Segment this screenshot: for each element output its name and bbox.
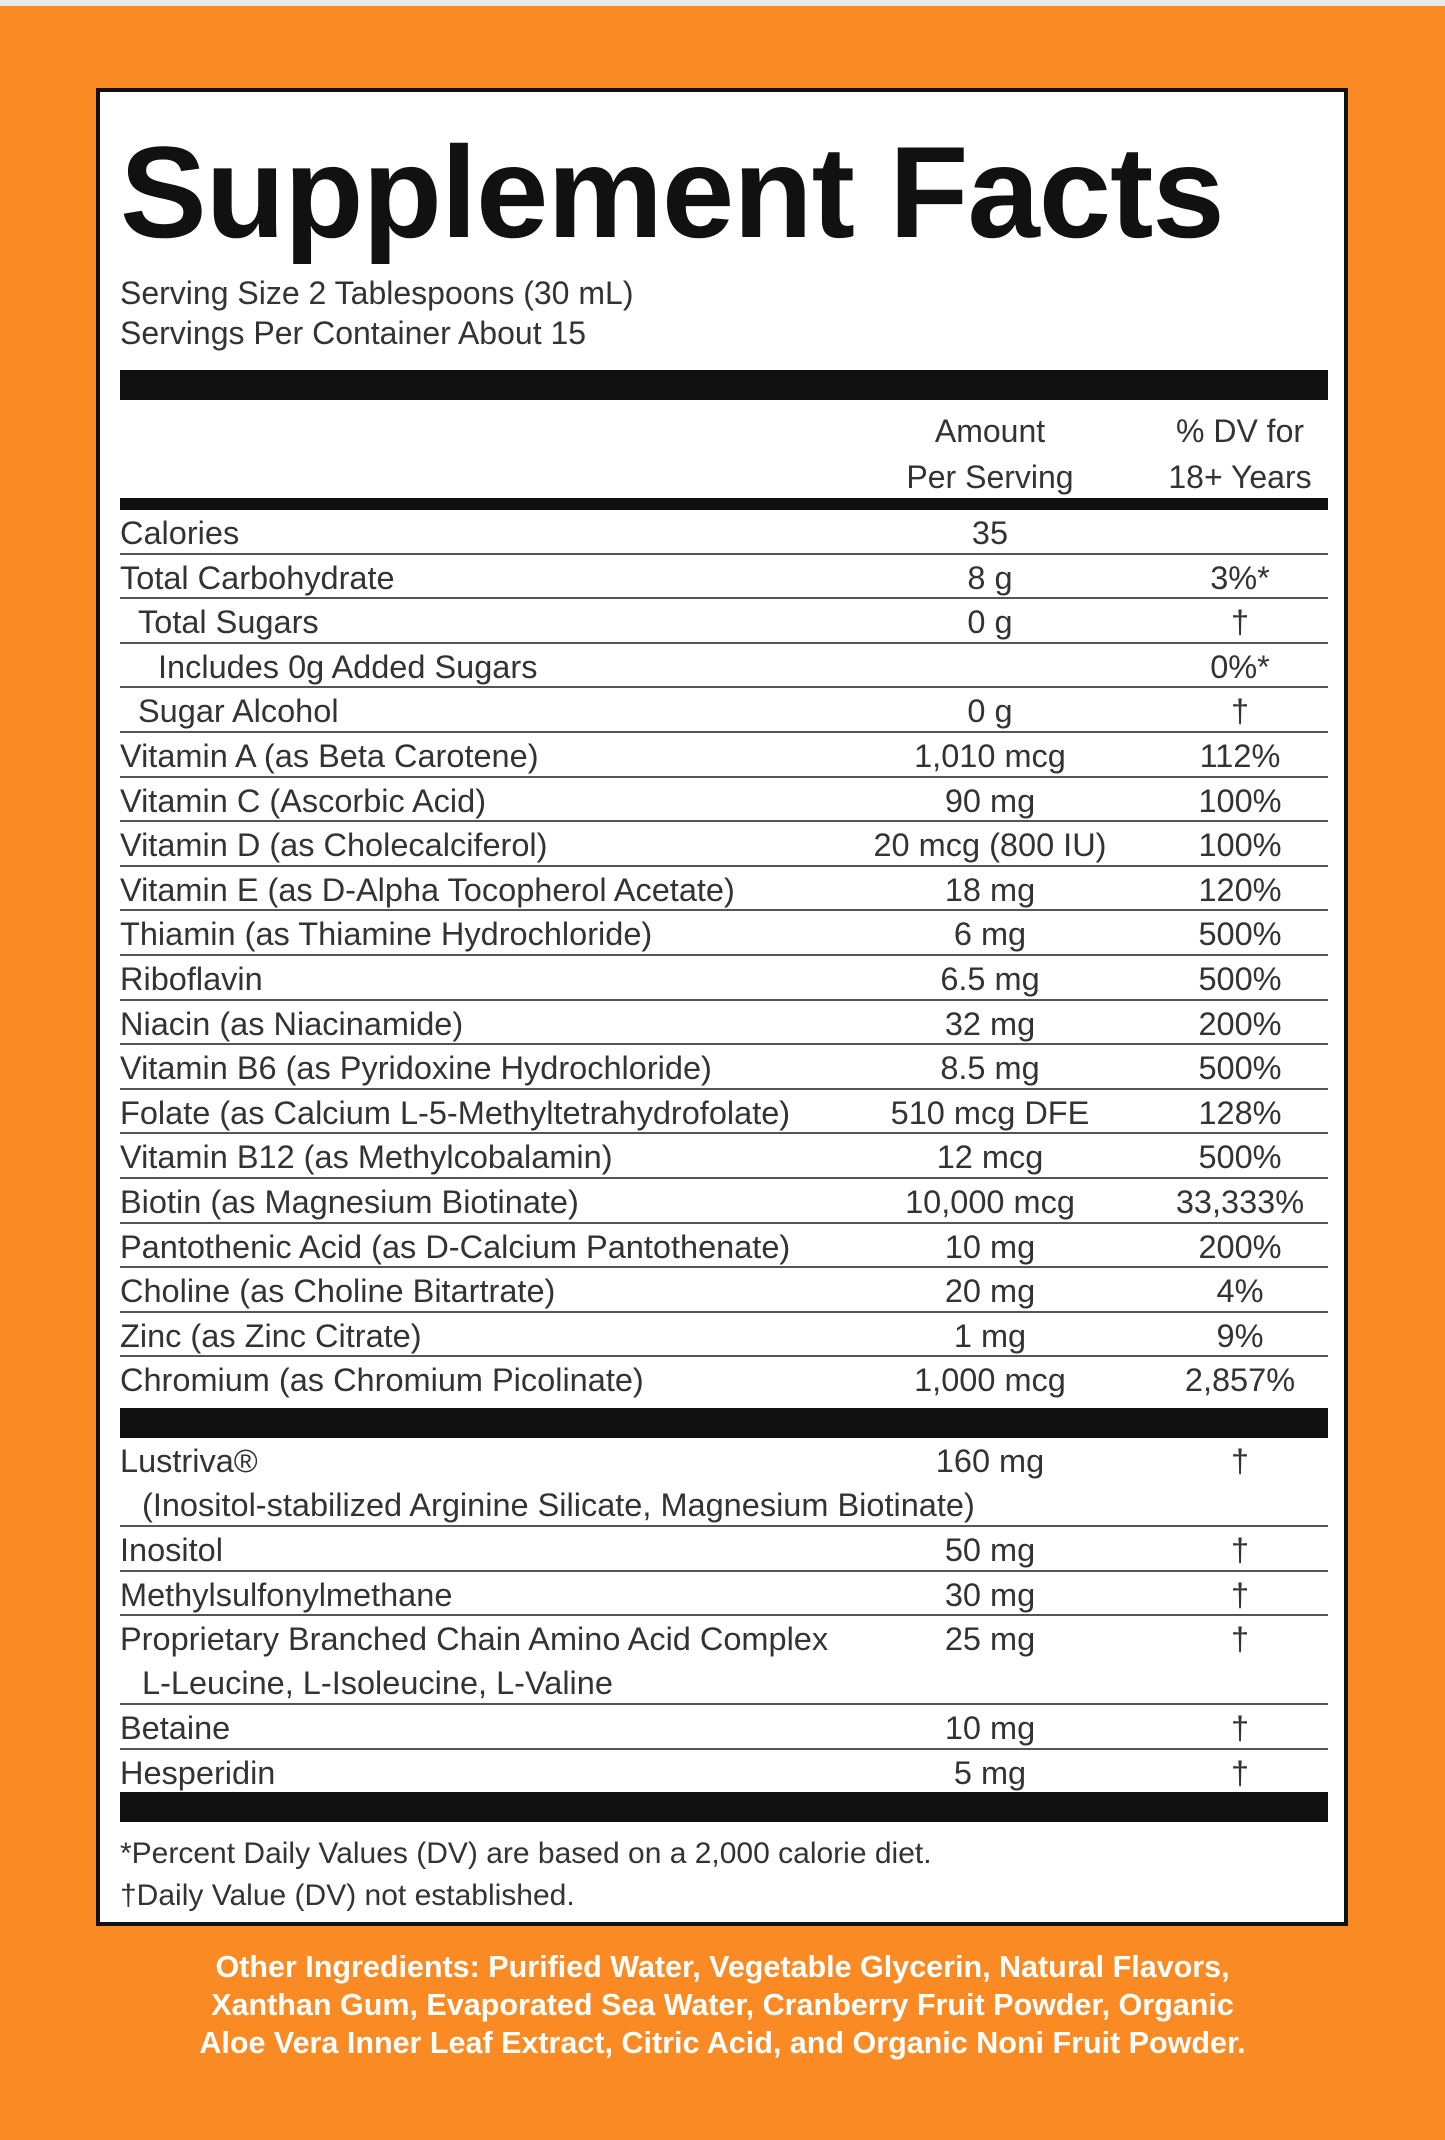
nutrient-row bbox=[120, 688, 1328, 733]
not-established-footnote: †Daily Value (DV) not established. bbox=[120, 1879, 575, 1912]
nutrient-name: Riboflavin bbox=[120, 960, 263, 997]
nutrient-amount: 0 g bbox=[967, 693, 1013, 730]
ingredient-amount: 50 mg bbox=[944, 1532, 1036, 1568]
nutrient-name: Calories bbox=[120, 515, 240, 551]
nutrient-dv: 500% bbox=[1198, 1050, 1282, 1087]
other-ingredients bbox=[0, 1948, 1445, 2062]
nutrient-dv: † bbox=[1230, 693, 1250, 730]
nutrient-amount: 20 mg bbox=[944, 1273, 1036, 1310]
dv-header-line2: 18+ Years bbox=[1168, 459, 1312, 495]
nutrient-amount: 20 mcg (800 IU) bbox=[873, 827, 1107, 864]
ingredient-row bbox=[120, 1438, 1328, 1527]
nutrient-dv: 0%* bbox=[1210, 648, 1270, 685]
ingredient-row bbox=[120, 1705, 1328, 1750]
nutrient-dv: 128% bbox=[1198, 1094, 1282, 1131]
nutrient-name: Niacin (as Niacinamide) bbox=[120, 1005, 464, 1042]
nutrient-row bbox=[120, 1001, 1328, 1046]
nutrient-row bbox=[120, 1357, 1328, 1402]
nutrient-amount: 10,000 mcg bbox=[905, 1183, 1075, 1220]
nutrient-name: Folate (as Calcium L-5-Methyltetrahydrofolate) bbox=[120, 1094, 791, 1131]
nutrient-name: Biotin (as Magnesium Biotinate) bbox=[120, 1183, 579, 1220]
amount-column-header bbox=[860, 408, 1120, 500]
other-ingredients-table bbox=[120, 1438, 1328, 1794]
nutrient-dv: 200% bbox=[1198, 1228, 1282, 1265]
nutrient-amount: 1 mg bbox=[953, 1317, 1027, 1354]
nutrient-dv: 120% bbox=[1198, 871, 1282, 908]
nutrient-amount: 18 mg bbox=[944, 871, 1036, 908]
dv-header-line1: % DV for bbox=[1175, 413, 1305, 449]
amount-header-line1: Amount bbox=[934, 413, 1046, 449]
ingredient-dv: † bbox=[1230, 1576, 1250, 1613]
nutrient-name: Vitamin E (as D-Alpha Tocopherol Acetate) bbox=[120, 871, 735, 908]
ingredient-row bbox=[120, 1527, 1328, 1572]
nutrient-amount: 35 bbox=[971, 515, 1009, 551]
nutrient-amount: 6 mg bbox=[953, 916, 1027, 953]
nutrient-row bbox=[120, 1313, 1328, 1358]
nutrient-name: Vitamin B12 (as Methylcobalamin) bbox=[120, 1139, 613, 1176]
nutrient-amount: 10 mg bbox=[944, 1228, 1036, 1265]
ingredient-dv: † bbox=[1230, 1443, 1250, 1479]
ingredient-amount: 5 mg bbox=[953, 1754, 1027, 1791]
nutrient-dv: 500% bbox=[1198, 960, 1282, 997]
servings-per-container: Servings Per Container About 15 bbox=[120, 315, 587, 351]
thick-divider-top bbox=[120, 370, 1328, 400]
ingredient-dv: † bbox=[1230, 1710, 1250, 1747]
nutrient-dv: 112% bbox=[1199, 737, 1281, 774]
other-ingredients-line3: Aloe Vera Inner Leaf Extract, Citric Acid, and Organic Noni Fruit Powder. bbox=[199, 2026, 1246, 2060]
nutrient-name: Chromium (as Chromium Picolinate) bbox=[120, 1362, 644, 1399]
ingredient-amount: 30 mg bbox=[944, 1576, 1036, 1613]
top-strip bbox=[0, 0, 1445, 6]
ingredient-name: Proprietary Branched Chain Amino Acid Complex bbox=[120, 1621, 829, 1658]
nutrient-dv: 500% bbox=[1198, 916, 1282, 953]
nutrient-row bbox=[120, 1224, 1328, 1269]
ingredient-amount: 10 mg bbox=[944, 1710, 1036, 1747]
nutrient-name: Pantothenic Acid (as D-Calcium Pantothenate) bbox=[120, 1228, 791, 1265]
dv-footnote: *Percent Daily Values (DV) are based on a 2,000 calorie diet. bbox=[120, 1837, 932, 1870]
amount-header-line2: Per Serving bbox=[906, 459, 1074, 495]
nutrient-row bbox=[120, 1268, 1328, 1313]
nutrient-name: Total Sugars bbox=[138, 604, 319, 641]
medium-divider bbox=[120, 498, 1328, 510]
ingredient-dv: † bbox=[1230, 1621, 1250, 1658]
other-ingredients-line1: Other Ingredients: Purified Water, Vegetable Glycerin, Natural Flavors, bbox=[215, 1950, 1230, 1984]
ingredient-amount: 160 mg bbox=[935, 1443, 1045, 1479]
ingredient-subtext: (Inositol-stabilized Arginine Silicate, Magnesium Biotinate) bbox=[142, 1487, 975, 1523]
nutrient-row bbox=[120, 644, 1328, 689]
nutrient-amount: 12 mcg bbox=[936, 1139, 1044, 1176]
nutrient-row bbox=[120, 599, 1328, 644]
nutrient-amount: 1,000 mcg bbox=[914, 1362, 1066, 1399]
thick-divider-middle bbox=[120, 1408, 1328, 1438]
ingredient-name: Hesperidin bbox=[120, 1754, 276, 1791]
nutrient-dv: 200% bbox=[1198, 1005, 1282, 1042]
nutrient-name: Zinc (as Zinc Citrate) bbox=[120, 1317, 422, 1354]
nutrient-dv: 2,857% bbox=[1184, 1362, 1296, 1399]
nutrient-amount: 0 g bbox=[967, 604, 1013, 641]
ingredient-dv: † bbox=[1230, 1532, 1250, 1568]
nutrient-name: Vitamin D (as Cholecalciferol) bbox=[120, 827, 548, 864]
nutrient-row bbox=[120, 778, 1328, 823]
nutrient-row bbox=[120, 510, 1328, 555]
nutrient-row bbox=[120, 1134, 1328, 1179]
nutrient-name: Includes 0g Added Sugars bbox=[158, 648, 538, 685]
supplement-facts-panel bbox=[96, 88, 1348, 1926]
ingredient-amount: 25 mg bbox=[944, 1621, 1036, 1658]
nutrient-name: Total Carbohydrate bbox=[120, 559, 395, 596]
nutrient-row bbox=[120, 1090, 1328, 1135]
ingredient-name: Inositol bbox=[120, 1532, 223, 1568]
nutrient-row bbox=[120, 733, 1328, 778]
nutrient-dv: 100% bbox=[1198, 782, 1282, 819]
nutrient-name: Vitamin A (as Beta Carotene) bbox=[120, 737, 539, 774]
nutrient-row bbox=[120, 1179, 1328, 1224]
serving-size: Serving Size 2 Tablespoons (30 mL) bbox=[120, 275, 634, 311]
ingredient-name: Lustriva® bbox=[120, 1443, 258, 1479]
nutrient-name: Thiamin (as Thiamine Hydrochloride) bbox=[120, 916, 653, 953]
nutrient-dv: 100% bbox=[1198, 827, 1282, 864]
ingredient-subtext: L-Leucine, L-Isoleucine, L-Valine bbox=[142, 1665, 613, 1702]
nutrient-amount: 1,010 mcg bbox=[914, 737, 1066, 774]
nutrient-name: Vitamin B6 (as Pyridoxine Hydrochloride) bbox=[120, 1050, 712, 1087]
nutrient-row bbox=[120, 956, 1328, 1001]
ingredient-row bbox=[120, 1616, 1328, 1705]
nutrient-dv: 4% bbox=[1216, 1273, 1264, 1310]
nutrient-table bbox=[120, 510, 1328, 1402]
nutrient-row bbox=[120, 822, 1328, 867]
nutrient-amount: 90 mg bbox=[944, 782, 1036, 819]
ingredient-row bbox=[120, 1572, 1328, 1617]
ingredient-name: Methylsulfonylmethane bbox=[120, 1576, 453, 1613]
dv-column-header bbox=[1155, 408, 1325, 500]
page-title: Supplement Facts bbox=[120, 119, 1224, 265]
nutrient-dv: 33,333% bbox=[1175, 1183, 1305, 1220]
ingredient-row bbox=[120, 1750, 1328, 1795]
other-ingredients-line2: Xanthan Gum, Evaporated Sea Water, Cranberry Fruit Powder, Organic bbox=[211, 1988, 1234, 2022]
nutrient-amount: 510 mcg DFE bbox=[890, 1094, 1090, 1131]
ingredient-name: Betaine bbox=[120, 1710, 231, 1747]
nutrient-row bbox=[120, 867, 1328, 912]
nutrient-row bbox=[120, 1045, 1328, 1090]
nutrient-name: Choline (as Choline Bitartrate) bbox=[120, 1273, 556, 1310]
thick-divider-bottom bbox=[120, 1792, 1328, 1822]
nutrient-dv: 3%* bbox=[1210, 559, 1270, 596]
nutrient-amount: 8 g bbox=[967, 559, 1013, 596]
nutrient-dv: 500% bbox=[1198, 1139, 1282, 1176]
nutrient-amount: 6.5 mg bbox=[940, 960, 1040, 997]
nutrient-dv: † bbox=[1230, 604, 1250, 641]
nutrient-name: Vitamin C (Ascorbic Acid) bbox=[120, 782, 487, 819]
nutrient-amount: 8.5 mg bbox=[940, 1050, 1040, 1087]
nutrient-row bbox=[120, 555, 1328, 600]
ingredient-dv: † bbox=[1230, 1754, 1250, 1791]
nutrient-row bbox=[120, 911, 1328, 956]
nutrient-name: Sugar Alcohol bbox=[138, 693, 339, 730]
nutrient-amount: 32 mg bbox=[944, 1005, 1036, 1042]
nutrient-dv: 9% bbox=[1216, 1317, 1264, 1354]
